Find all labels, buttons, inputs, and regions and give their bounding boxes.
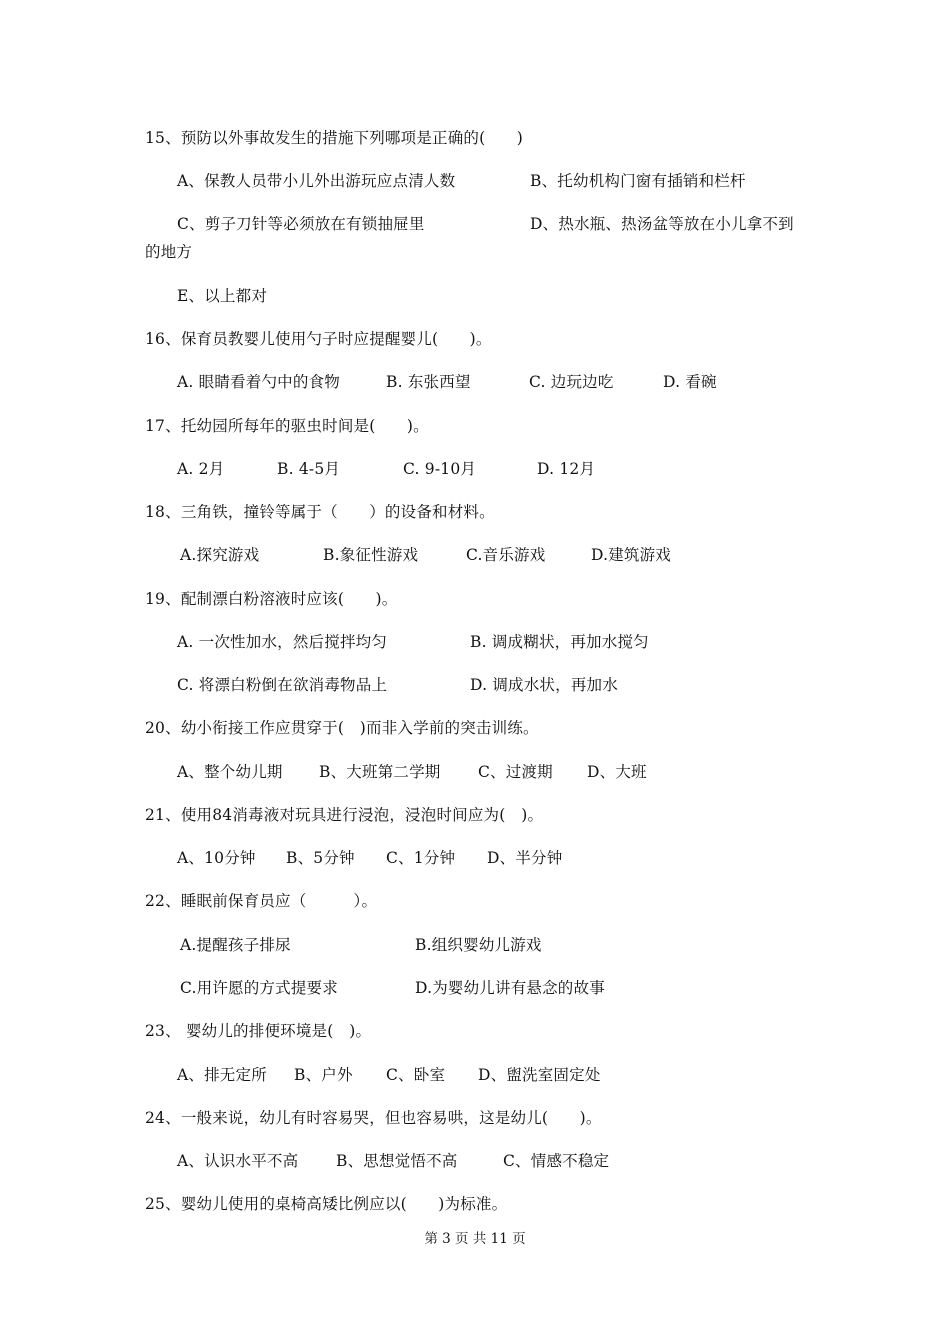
question-17-option-b: B. 4-5月 [277,460,341,478]
question-18-option-a: A.探究游戏 [180,546,260,564]
question-15-stem: 15、预防以外事故发生的措施下列哪项是正确的( ) [145,129,524,147]
question-24-stem: 24、一般来说，幼儿有时容易哭，但也容易哄，这是幼儿( )。 [145,1109,602,1127]
question-16-option-a: A. 眼睛看着勺中的食物 [177,373,340,391]
question-16-options [0,372,950,392]
question-20-options [0,762,950,782]
question-22-option-c: C.用许愿的方式提要求 [180,979,338,997]
question-19-stem: 19、配制漂白粉溶液时应该( )。 [145,590,398,608]
question-20-stem: 20、幼小衔接工作应贯穿于( )而非入学前的突击训练。 [145,719,539,737]
question-21-options [0,848,950,868]
question-22-option-a: A.提醒孩子排尿 [180,936,291,954]
question-23-option-c: C、卧室 [386,1066,446,1084]
question-22-option-b: B.组织婴幼儿游戏 [415,936,542,954]
question-17-options [0,459,950,479]
question-20-option-b: B、大班第二学期 [319,763,441,781]
question-21-stem: 21、使用84消毒液对玩具进行浸泡，浸泡时间应为( )。 [145,806,544,824]
question-23-stem: 23、 婴幼儿的排便环境是( )。 [145,1022,372,1040]
question-20-option-c: C、过渡期 [478,763,553,781]
question-20-option-d: D、大班 [587,763,647,781]
question-18-option-b: B.象征性游戏 [323,546,419,564]
question-16-option-d: D. 看碗 [663,373,717,391]
question-25-stem: 25、婴幼儿使用的桌椅高矮比例应以( )为标准。 [145,1195,508,1213]
question-16-option-c: C. 边玩边吃 [529,373,614,391]
question-24-option-b: B、思想觉悟不高 [336,1152,458,1170]
question-21-option-c: C、1分钟 [386,849,456,867]
question-22-option-d: D.为婴幼儿讲有悬念的故事 [415,979,605,997]
question-15-option-d: D、热水瓶、热汤盆等放在小儿拿不到 [530,215,794,233]
page-number-footer: 第 3 页 共 11 页 [424,1231,526,1247]
question-18-option-c: C.音乐游戏 [466,546,546,564]
question-18-stem: 18、三角铁，撞铃等属于（ ）的设备和材料。 [145,503,495,521]
question-23-option-d: D、盥洗室固定处 [478,1066,601,1084]
question-15-option-d-continued: 的地方 [145,243,193,261]
question-20-option-a: A、整个幼儿期 [177,763,283,781]
question-15-option-b: B、托幼机构门窗有插销和栏杆 [530,172,746,190]
question-21-option-b: B、5分钟 [286,849,355,867]
question-23-option-b: B、户外 [294,1066,353,1084]
question-24-options [0,1151,950,1171]
question-21-option-a: A、10分钟 [177,849,256,867]
question-22-stem: 22、睡眠前保育员应（ ）。 [145,892,378,910]
question-17-option-a: A. 2月 [177,460,225,478]
question-19-option-a: A. 一次性加水，然后搅拌均匀 [177,633,388,651]
question-15-option-a: A、保教人员带小儿外出游玩应点清人数 [177,172,456,190]
question-17-stem: 17、托幼园所每年的驱虫时间是( )。 [145,417,429,435]
question-18-option-d: D.建筑游戏 [591,546,672,564]
question-16-stem: 16、保育员教婴儿使用勺子时应提醒婴儿( )。 [145,330,492,348]
question-15-option-e: E、以上都对 [177,287,268,305]
question-17-option-d: D. 12月 [537,460,596,478]
question-23-option-a: A、排无定所 [177,1066,267,1084]
question-18-options [0,545,950,565]
question-19-option-c: C. 将漂白粉倒在欲消毒物品上 [177,676,388,694]
question-19-option-d: D. 调成水状，再加水 [470,676,618,694]
question-19-option-b: B. 调成糊状，再加水搅匀 [470,633,649,651]
question-24-option-c: C、情感不稳定 [503,1152,610,1170]
question-21-option-d: D、半分钟 [487,849,563,867]
question-16-option-b: B. 东张西望 [386,373,471,391]
question-15-option-c: C、剪子刀针等必须放在有锁抽屉里 [177,215,425,233]
question-24-option-a: A、认识水平不高 [177,1152,299,1170]
question-17-option-c: C. 9-10月 [403,460,477,478]
question-23-options [0,1065,950,1085]
